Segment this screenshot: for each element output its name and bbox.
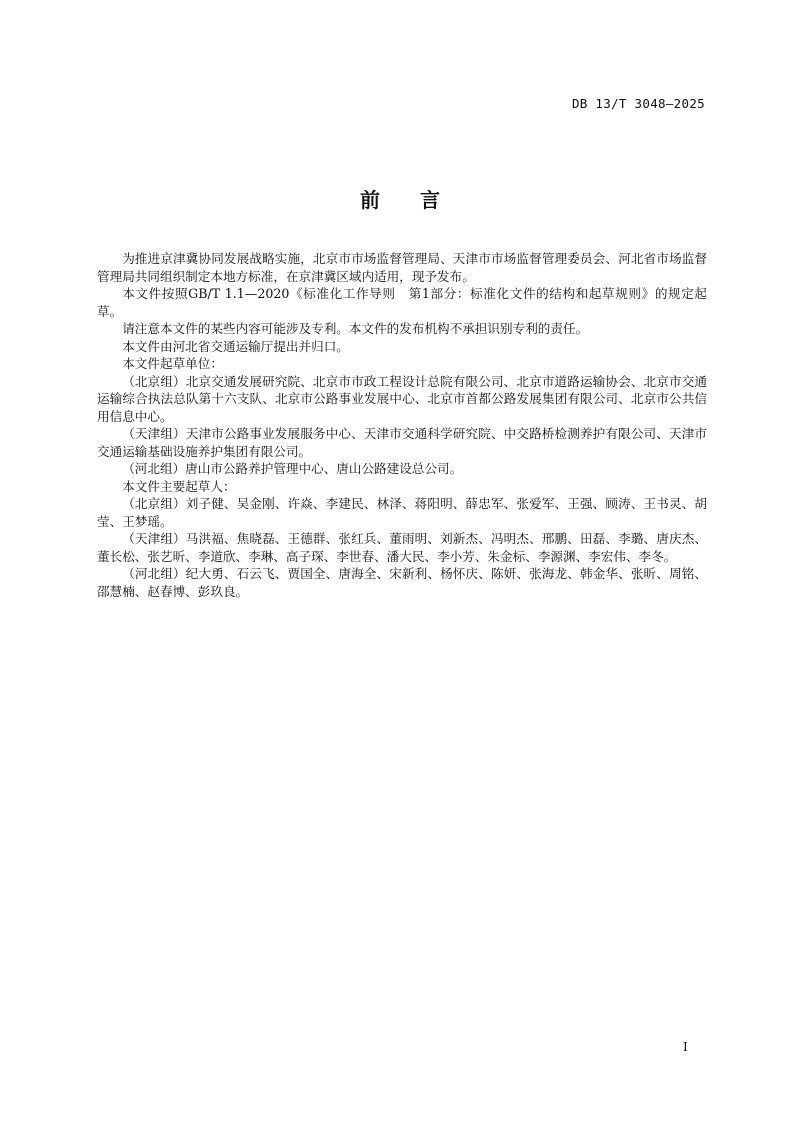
paragraph-proposer: 本文件由河北省交通运输厅提出并归口。 [122, 338, 349, 354]
paragraph-drafting-units-heading: 本文件起草单位： [122, 356, 223, 371]
paragraph-drafters-beijing: （北京组）刘子健、吴金刚、许焱、李建民、林泽、蒋阳明、薛忠军、张爱军、王强、顾涛、王书灵、胡莹、王梦瑶。 [97, 496, 707, 529]
paragraph-drafting-rules: 本文件按照GB/T 1.1—2020《标准化工作导则 第1部分：标准化文件的结构和起草规则》的规定起草。 [97, 286, 707, 319]
title-char-2: 言 [420, 188, 440, 212]
paragraph-units-tianjin: （天津组）天津市公路事业发展服务中心、天津市交通科学研究院、中交路桥检测养护有限公司、天津市交通运输基础设施养护集团有限公司。 [97, 426, 707, 459]
standard-code: DB 13/T 3048—2025 [571, 96, 705, 111]
paragraph-drafters-tianjin: （天津组）马洪福、焦晓磊、王德群、张红兵、董雨明、刘新杰、冯明杰、邢鹏、田磊、李璐、唐庆杰、董长松、张艺昕、李道欣、李琳、高子琛、李世春、潘大民、李小芳、朱金标、李源渊、李宏伟、李冬。 [97, 531, 707, 564]
page-number: I [683, 1040, 688, 1054]
paragraph-patent-notice: 请注意本文件的某些内容可能涉及专利。本文件的发布机构不承担识别专利的责任。 [122, 321, 589, 336]
paragraph-intro: 为推进京津冀协同发展战略实施，北京市市场监督管理局、天津市市场监督管理委员会、河北省市场监督管理局共同组织制定本地方标准，在京津冀区域内适用，现予发布。 [97, 251, 707, 284]
title-char-1: 前 [360, 188, 380, 212]
paragraph-drafters-heading: 本文件主要起草人： [122, 478, 236, 494]
page-title [0, 184, 800, 213]
paragraph-units-hebei: （河北组）唐山市公路养护管理中心、唐山公路建设总公司。 [122, 461, 463, 476]
paragraph-drafters-hebei: （河北组）纪大勇、石云飞、贾国全、唐海全、宋新利、杨怀庆、陈妍、张海龙、韩金华、张昕、周铭、邵慧楠、赵春博、彭玖良。 [97, 566, 707, 599]
foreword-body [97, 250, 707, 600]
paragraph-units-beijing: （北京组）北京交通发展研究院、北京市市政工程设计总院有限公司、北京市道路运输协会、北京市交通运输综合执法总队第十六支队、北京市公路事业发展中心、北京市首都公路发展集团有限公司、北京市公共信用信息中心。 [97, 373, 707, 424]
